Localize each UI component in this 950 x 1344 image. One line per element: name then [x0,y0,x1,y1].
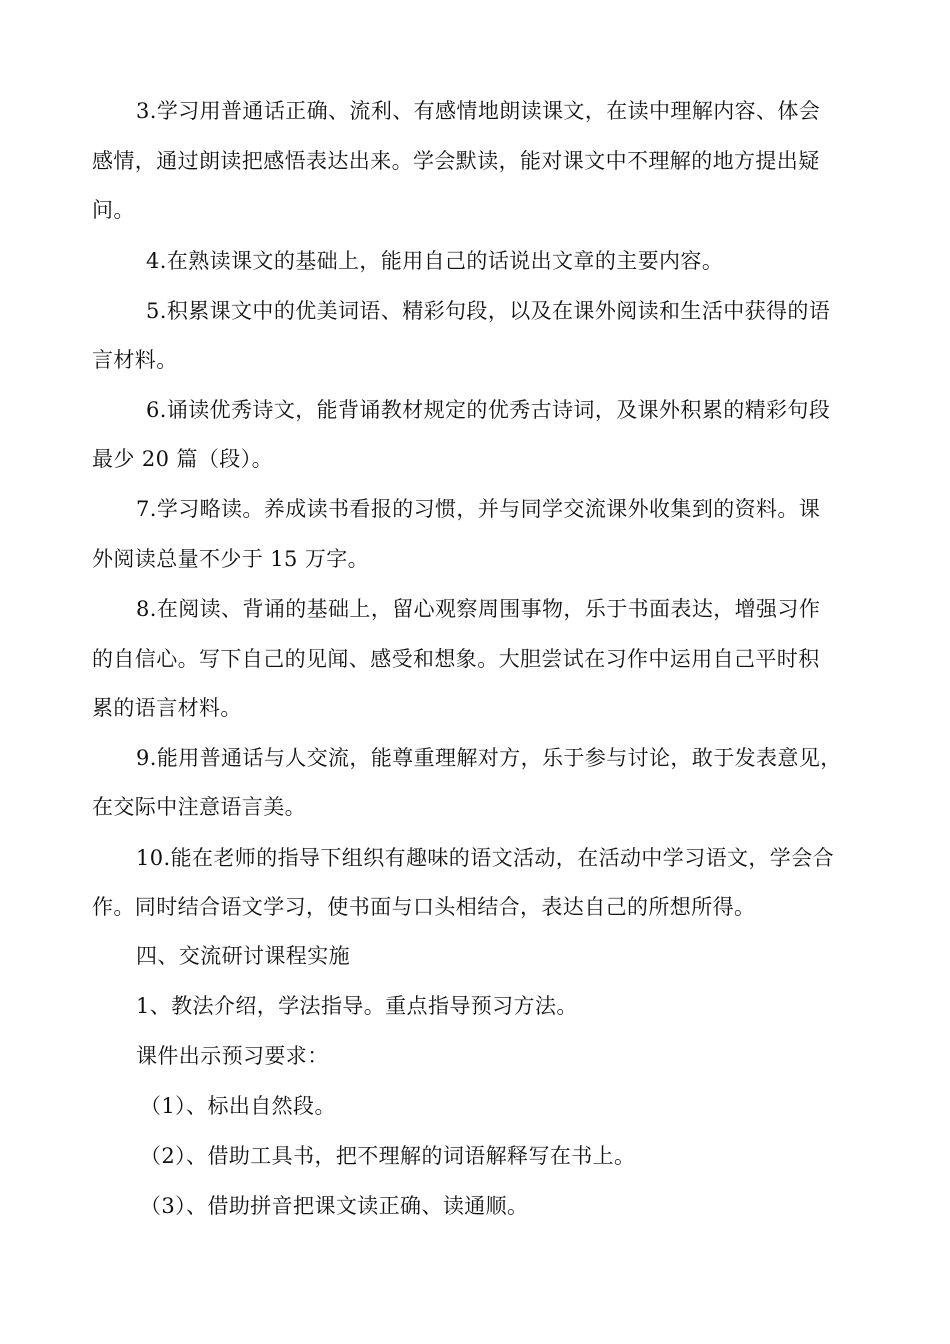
text-line: 4.在熟读课文的基础上，能用自己的话说出文章的主要内容。 [146,249,724,273]
text-line: 作。同时结合语文学习，使书面与口头相结合，表达自己的所想所得。 [92,895,756,919]
list-item: （2）、借助工具书，把不理解的词语解释写在书上。 [140,1144,636,1168]
text-line: 感情，通过朗读把感悟表达出来。学会默读，能对课文中不理解的地方提出疑 [92,149,820,173]
text-line: 累的语言材料。 [92,696,242,720]
text-line: 10.能在老师的指导下组织有趣味的语文活动，在活动中学习语文，学会合 [136,846,834,870]
list-item: （1）、标出自然段。 [140,1094,336,1118]
text-line: 问。 [92,198,135,222]
text-line: 7.学习略读。养成读书看报的习惯，并与同学交流课外收集到的资料。课 [136,497,821,521]
text-line: 6.诵读优秀诗文，能背诵教材规定的优秀古诗词，及课外积累的精彩句段 [146,398,831,422]
text-line: 9.能用普通话与人交流，能尊重理解对方，乐于参与讨论，敢于发表意见， [136,746,842,770]
text-line: 8.在阅读、背诵的基础上，留心观察周围事物，乐于书面表达，增强习作 [136,597,821,621]
text-line: 3.学习用普通话正确、流利、有感情地朗读课文，在读中理解内容、体会 [136,99,821,123]
text-line: 的自信心。写下自己的见闻、感受和想象。大胆尝试在习作中运用自己平时积 [92,647,820,671]
list-item: （3）、借助拼音把课文读正确、读通顺。 [140,1194,529,1218]
text-line: 课件出示预习要求： [136,1044,329,1068]
text-line: 5.积累课文中的优美词语、精彩句段，以及在课外阅读和生活中获得的语 [146,299,831,323]
text-line: 1、教法介绍，学法指导。重点指导预习方法。 [136,994,578,1018]
text-line: 外阅读总量不少于 15 万字。 [92,547,370,571]
text-line: 言材料。 [92,348,178,372]
text-line: 在交际中注意语言美。 [92,795,306,819]
section-heading: 四、交流研讨课程实施 [136,944,350,968]
text-line: 最少 20 篇（段）。 [92,447,273,471]
